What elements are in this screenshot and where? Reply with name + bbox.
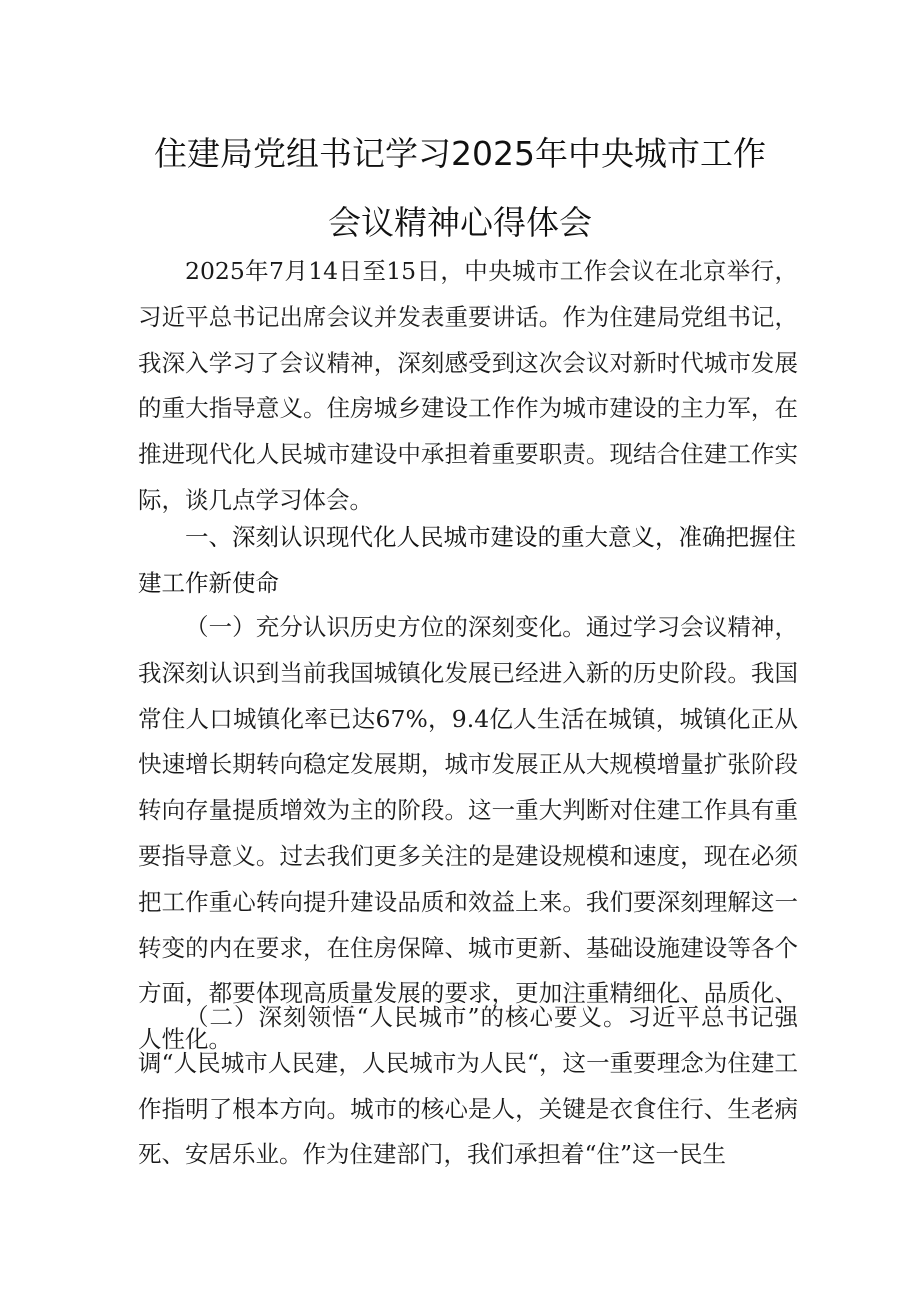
- subsection-1-paragraph: （一）充分认识历史方位的深刻变化。通过学习会议精神，我深刻认识到当前我国城镇化发展已经进入新的历史阶段。我国常住人口城镇化率已达67%，9.4亿人生活在城镇，城镇化正从快速增长期转向稳定发展期，城市发展正从大规模增量扩张阶段转向存量提质增效为主的阶段。这一重大判断对住建工作具有重要指导意义。过去我们更多关注的是建设规模和速度，现在必须把工作重心转向提升建设品质和效益上来。我们要深刻理解这一转变的内在要求，在住房保障、城市更新、基础设施建设等各个方面，都要体现高质量发展的要求，更加注重精细化、品质化、人性化。: [138, 613, 798, 1054]
- subsection-2-paragraph: （二）深刻领悟“人民城市”的核心要义。习近平总书记强调“人民城市人民建，人民城市为人民“，这一重要理念为住建工作指明了根本方向。城市的核心是人，关键是衣食住行、生老病死、安居乐业。作为住建部门，我们承担着“住”这一民生: [138, 1003, 798, 1169]
- section-1-heading: 一、深刻认识现代化人民城市建设的重大意义，准确把握住建工作新使命: [138, 523, 796, 597]
- document-title-line-2: 会议精神心得体会: [328, 203, 592, 242]
- intro-paragraph: 2025年7月14日至15日，中央城市工作会议在北京举行，习近平总书记出席会议并发表重要讲话。作为住建局党组书记，我深入学习了会议精神，深刻感受到这次会议对新时代城市发展的重大指导意义。住房城乡建设工作作为城市建设的主力军，在推进现代化人民城市建设中承担着重要职责。现结合住建工作实际，谈几点学习体会。: [138, 257, 798, 514]
- document-title-line-1: 住建局党组书记学习2025年中央城市工作: [154, 134, 766, 173]
